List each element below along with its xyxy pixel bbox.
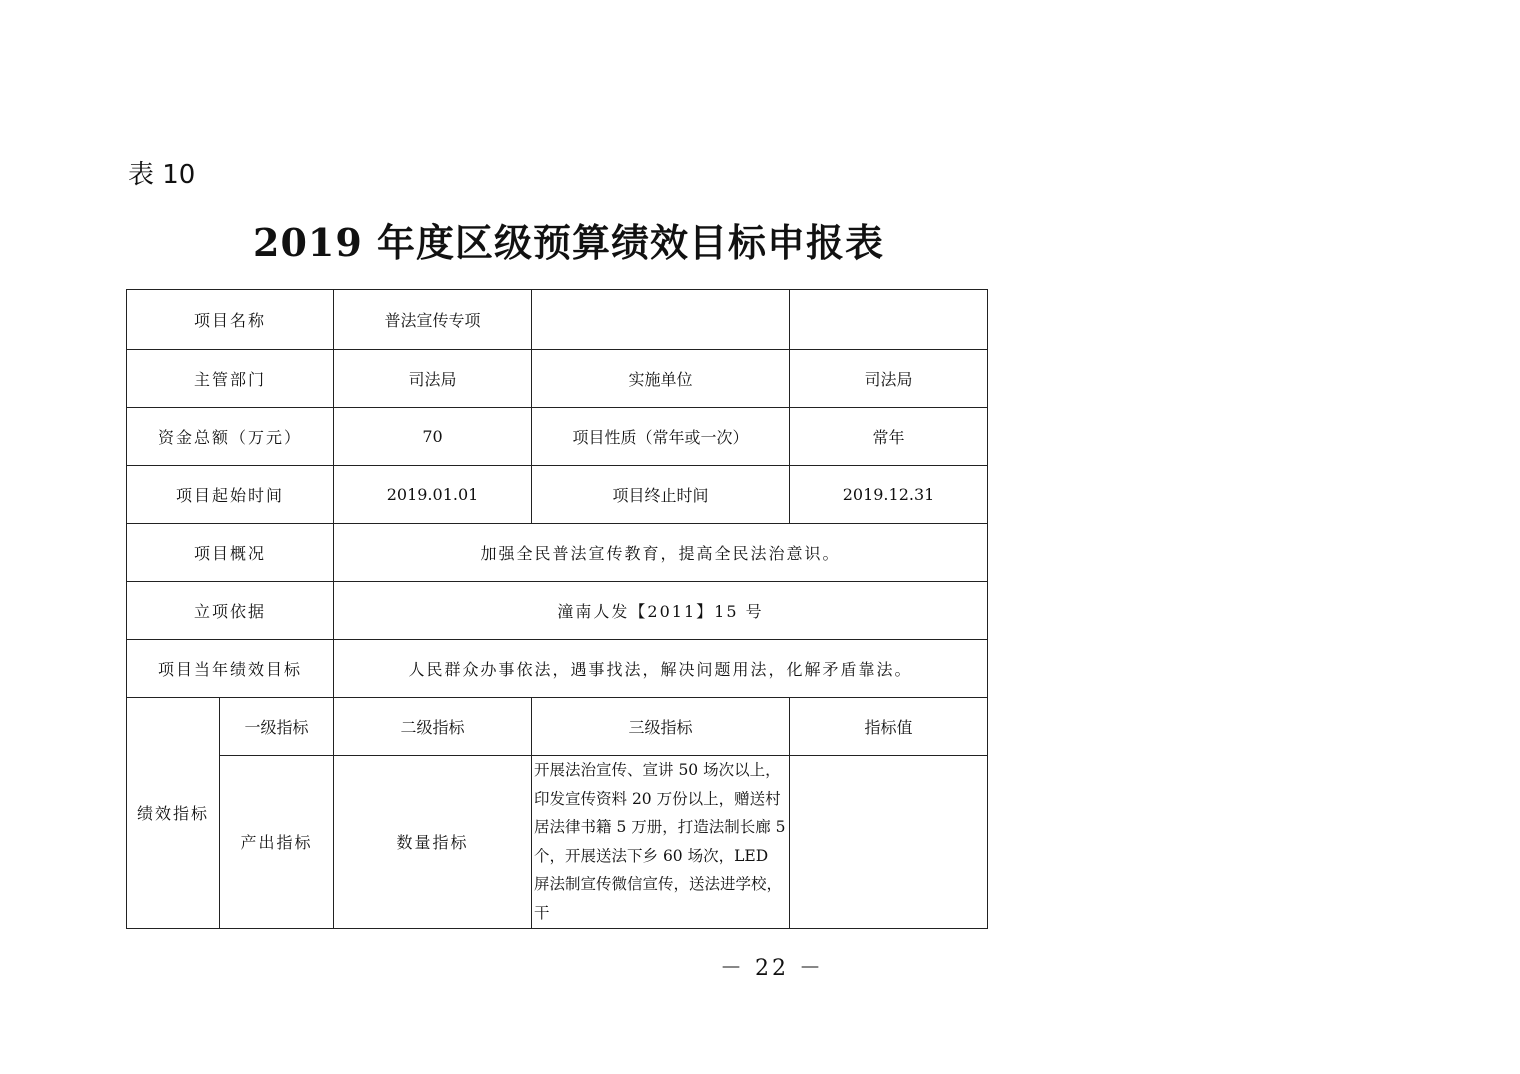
project-name-label: 项目名称 [127, 290, 334, 350]
col-header-level2: 二级指标 [334, 698, 532, 756]
document-title: 2019 年度区级预算绩效目标申报表 [253, 220, 884, 265]
table-number-label: 表 10 [128, 160, 196, 190]
row-department [127, 350, 988, 408]
blank-cell-2 [790, 290, 988, 350]
page-number: － 22 － [720, 956, 824, 981]
project-name-value: 普法宣传专项 [334, 290, 532, 350]
dept-value: 司法局 [334, 350, 532, 408]
indicator-level2: 数量指标 [334, 756, 532, 929]
end-label: 项目终止时间 [532, 466, 790, 524]
impl-unit-label: 实施单位 [532, 350, 790, 408]
row-dates [127, 466, 988, 524]
overview-label: 项目概况 [127, 524, 334, 582]
row-basis [127, 582, 988, 640]
indicator-row [127, 756, 988, 929]
goal-label: 项目当年绩效目标 [127, 640, 334, 698]
dept-label: 主管部门 [127, 350, 334, 408]
start-label: 项目起始时间 [127, 466, 334, 524]
basis-label: 立项依据 [127, 582, 334, 640]
budget-performance-table [126, 289, 988, 929]
col-header-level1: 一级指标 [220, 698, 334, 756]
indicator-level3-description: 开展法治宣传、宣讲 50 场次以上，印发宣传资料 20 万份以上，赠送村居法律书籍 5 万册，打造法制长廊 5 个，开展送法下乡 60 场次，LED 屏法制宣传微信宣传，送法进学校，干 [532, 756, 790, 929]
nature-label: 项目性质（常年或一次） [532, 408, 790, 466]
row-funds [127, 408, 988, 466]
row-project-name [127, 290, 988, 350]
indicator-value [790, 756, 988, 929]
row-goal [127, 640, 988, 698]
funds-value: 70 [334, 408, 532, 466]
indicator-level1: 产出指标 [220, 756, 334, 929]
col-header-level3: 三级指标 [532, 698, 790, 756]
impl-unit-value: 司法局 [790, 350, 988, 408]
row-indicator-header [127, 698, 988, 756]
overview-value: 加强全民普法宣传教育，提高全民法治意识。 [334, 524, 988, 582]
end-value: 2019.12.31 [790, 466, 988, 524]
row-overview [127, 524, 988, 582]
basis-value: 潼南人发【2011】15 号 [334, 582, 988, 640]
nature-value: 常年 [790, 408, 988, 466]
goal-value: 人民群众办事依法，遇事找法，解决问题用法，化解矛盾靠法。 [334, 640, 988, 698]
funds-label: 资金总额（万元） [127, 408, 334, 466]
indicators-section-label: 绩效指标 [127, 698, 220, 929]
start-value: 2019.01.01 [334, 466, 532, 524]
col-header-value: 指标值 [790, 698, 988, 756]
blank-cell-1 [532, 290, 790, 350]
